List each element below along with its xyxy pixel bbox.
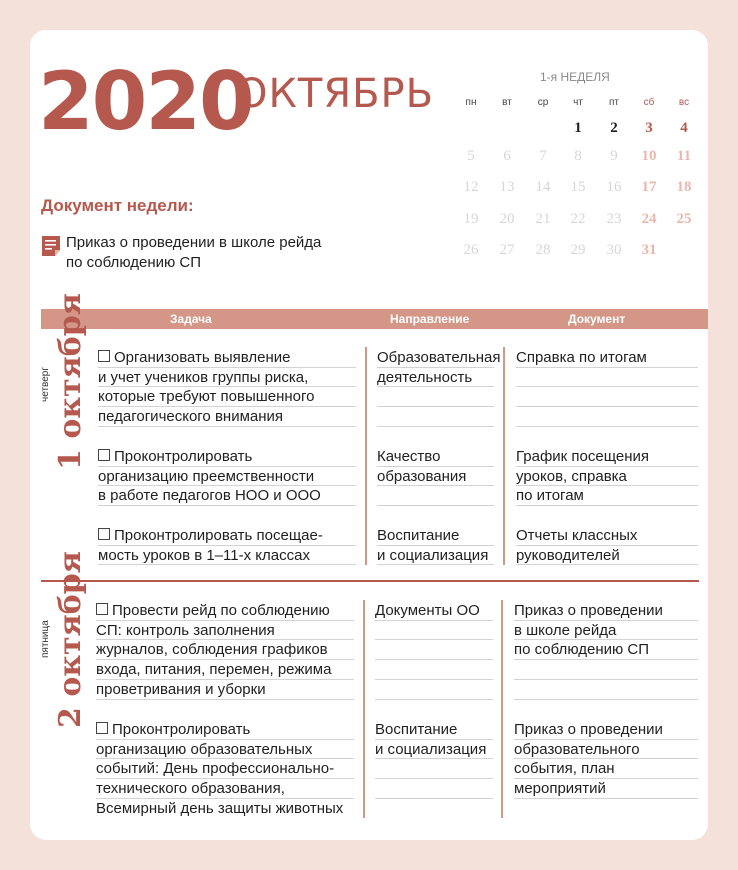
task-text bbox=[98, 526, 323, 546]
task-text bbox=[98, 447, 252, 467]
weekday-header: пн bbox=[465, 97, 477, 108]
direction-text: и социализация bbox=[375, 740, 487, 758]
document-of-week-text[interactable] bbox=[66, 233, 366, 273]
calendar-day[interactable]: 30 bbox=[606, 242, 622, 258]
document-text: Приказ о проведении bbox=[514, 602, 663, 619]
calendar-day[interactable]: 17 bbox=[641, 179, 657, 195]
calendar-day[interactable]: 5 bbox=[467, 148, 475, 164]
direction-text: Документы ОО bbox=[375, 602, 480, 619]
column-header-task: Задача bbox=[170, 312, 212, 326]
column-separator bbox=[365, 347, 367, 565]
task-text: организацию преемственности bbox=[98, 467, 315, 485]
date-label: 2 октября bbox=[53, 551, 88, 728]
column-header-direction: Направление bbox=[390, 312, 470, 326]
calendar-day[interactable]: 4 bbox=[680, 120, 688, 136]
direction-text: Качество bbox=[377, 448, 441, 465]
document-text: уроков, справка bbox=[516, 467, 627, 485]
column-separator bbox=[501, 600, 503, 818]
ruled-line bbox=[375, 679, 493, 680]
weekday-label: пятница bbox=[40, 620, 51, 658]
document-text: Приказ о проведении bbox=[514, 721, 663, 738]
day-label-1 bbox=[36, 293, 88, 490]
task-text: журналов, соблюдения графиков bbox=[96, 641, 328, 659]
task-text: в работе педагогов НОО и ООО bbox=[98, 487, 321, 505]
task-text: Всемирный день защиты животных bbox=[96, 799, 344, 817]
calendar-day[interactable]: 1 bbox=[574, 120, 582, 136]
task-text: СП: контроль заполнения bbox=[96, 621, 275, 639]
task-text: которые требуют повышенного bbox=[98, 388, 315, 406]
ruled-line bbox=[375, 639, 493, 640]
day-label-2 bbox=[36, 551, 88, 744]
task-text bbox=[96, 601, 330, 621]
direction-text: Образовательная bbox=[377, 349, 501, 366]
column-header-document: Документ bbox=[568, 312, 626, 326]
weekday-header: вт bbox=[502, 97, 512, 108]
ruled-line bbox=[375, 699, 493, 700]
document-of-week-line: Приказ о проведении в школе рейда bbox=[66, 234, 322, 251]
ruled-line bbox=[377, 406, 494, 407]
task-text-line: Проконтролировать bbox=[112, 721, 251, 738]
calendar-day[interactable]: 3 bbox=[645, 120, 653, 136]
document-text: образовательного bbox=[514, 740, 640, 758]
calendar-day[interactable]: 11 bbox=[676, 148, 692, 164]
task-checkbox[interactable] bbox=[96, 603, 108, 615]
calendar-day[interactable]: 28 bbox=[535, 242, 551, 258]
calendar-day[interactable]: 6 bbox=[503, 148, 511, 164]
document-of-week-title: Документ недели: bbox=[41, 196, 194, 215]
calendar-day[interactable]: 23 bbox=[606, 211, 622, 227]
direction-text: Воспитание bbox=[377, 527, 460, 544]
task-text: событий: День профессионально- bbox=[96, 760, 335, 778]
calendar-day[interactable]: 7 bbox=[539, 148, 547, 164]
direction-text: деятельность bbox=[377, 368, 473, 386]
task-text: мость уроков в 1–11-х классах bbox=[98, 546, 310, 564]
document-text: Справка по итогам bbox=[516, 349, 647, 366]
task-checkbox[interactable] bbox=[96, 722, 108, 734]
weekday-header: чт bbox=[573, 97, 583, 108]
calendar-day[interactable]: 19 bbox=[463, 211, 479, 227]
calendar-day[interactable]: 27 bbox=[499, 242, 515, 258]
weekday-label: четверг bbox=[40, 367, 51, 402]
column-separator bbox=[363, 600, 365, 818]
direction-text: Воспитание bbox=[375, 721, 458, 738]
calendar-day[interactable]: 13 bbox=[499, 179, 515, 195]
task-text: входа, питания, перемен, режима bbox=[96, 661, 332, 679]
calendar-day[interactable]: 25 bbox=[676, 211, 692, 227]
task-text-line: Провести рейд по соблюдению bbox=[112, 602, 330, 619]
task-text-line: Проконтролировать посещае- bbox=[114, 527, 323, 544]
ruled-line bbox=[375, 798, 493, 799]
document-text: Отчеты классных bbox=[516, 527, 638, 544]
calendar-day[interactable]: 16 bbox=[606, 179, 622, 195]
calendar-day[interactable]: 10 bbox=[641, 148, 657, 164]
date-label: 1 октября bbox=[53, 293, 88, 470]
task-text bbox=[98, 348, 290, 368]
document-text: мероприятий bbox=[514, 780, 606, 798]
direction-text: и социализация bbox=[377, 546, 489, 564]
direction-text: образования bbox=[377, 467, 467, 485]
calendar-day[interactable]: 22 bbox=[570, 211, 586, 227]
document-text: руководителей bbox=[516, 546, 620, 564]
weekday-header: пт bbox=[609, 97, 619, 108]
calendar-day[interactable]: 26 bbox=[463, 242, 479, 258]
calendar-day[interactable]: 2 bbox=[610, 120, 618, 136]
calendar-day[interactable]: 29 bbox=[570, 242, 586, 258]
document-text: График посещения bbox=[516, 448, 650, 465]
task-text: проветривания и уборки bbox=[96, 680, 266, 698]
ruled-line bbox=[375, 659, 493, 660]
calendar-day[interactable]: 15 bbox=[570, 179, 586, 195]
ruled-line bbox=[375, 778, 493, 779]
calendar-day[interactable]: 8 bbox=[574, 148, 582, 164]
task-text: организацию образовательных bbox=[96, 740, 313, 758]
ruled-line bbox=[516, 386, 698, 387]
year-title: 2020 bbox=[38, 55, 253, 148]
document-text: по итогам bbox=[516, 487, 584, 505]
task-text-line: Проконтролировать bbox=[114, 448, 253, 465]
task-text-line: Организовать выявление bbox=[114, 349, 291, 366]
document-icon bbox=[41, 235, 61, 257]
month-title: ОКТЯБРЬ bbox=[236, 71, 435, 117]
document-text: события, план bbox=[514, 760, 615, 778]
ruled-line bbox=[514, 679, 698, 680]
ruled-line bbox=[514, 699, 698, 700]
document-of-week-line: по соблюдению СП bbox=[66, 254, 202, 271]
calendar-day[interactable]: 9 bbox=[610, 148, 618, 164]
calendar-day[interactable]: 12 bbox=[463, 179, 479, 195]
task-text bbox=[96, 720, 250, 740]
weekday-header: ср bbox=[537, 97, 549, 108]
calendar-day[interactable]: 20 bbox=[499, 211, 515, 227]
task-checkbox[interactable] bbox=[98, 350, 110, 362]
task-text: технического образования, bbox=[96, 780, 285, 798]
document-text: в школе рейда bbox=[514, 621, 617, 639]
document-text: по соблюдению СП bbox=[514, 641, 650, 659]
ruled-line bbox=[516, 406, 698, 407]
calendar-day[interactable]: 21 bbox=[535, 211, 551, 227]
ruled-line bbox=[377, 505, 494, 506]
calendar-day[interactable]: 18 bbox=[676, 179, 692, 195]
day-separator bbox=[41, 580, 699, 582]
calendar-day[interactable]: 31 bbox=[641, 242, 657, 258]
task-text: педагогического внимания bbox=[98, 408, 284, 426]
task-checkbox[interactable] bbox=[98, 449, 110, 461]
table-header bbox=[41, 309, 708, 329]
ruled-line bbox=[377, 426, 494, 427]
weekday-header: вс bbox=[678, 97, 690, 108]
weekday-header: сб bbox=[643, 97, 655, 108]
calendar-day[interactable]: 24 bbox=[641, 211, 657, 227]
week-label: 1-я НЕДЕЛЯ bbox=[540, 70, 610, 84]
task-checkbox[interactable] bbox=[98, 528, 110, 540]
ruled-line bbox=[516, 426, 698, 427]
column-separator bbox=[503, 347, 505, 565]
task-text: и учет учеников группы риска, bbox=[98, 368, 309, 386]
calendar-day[interactable]: 14 bbox=[535, 179, 551, 195]
